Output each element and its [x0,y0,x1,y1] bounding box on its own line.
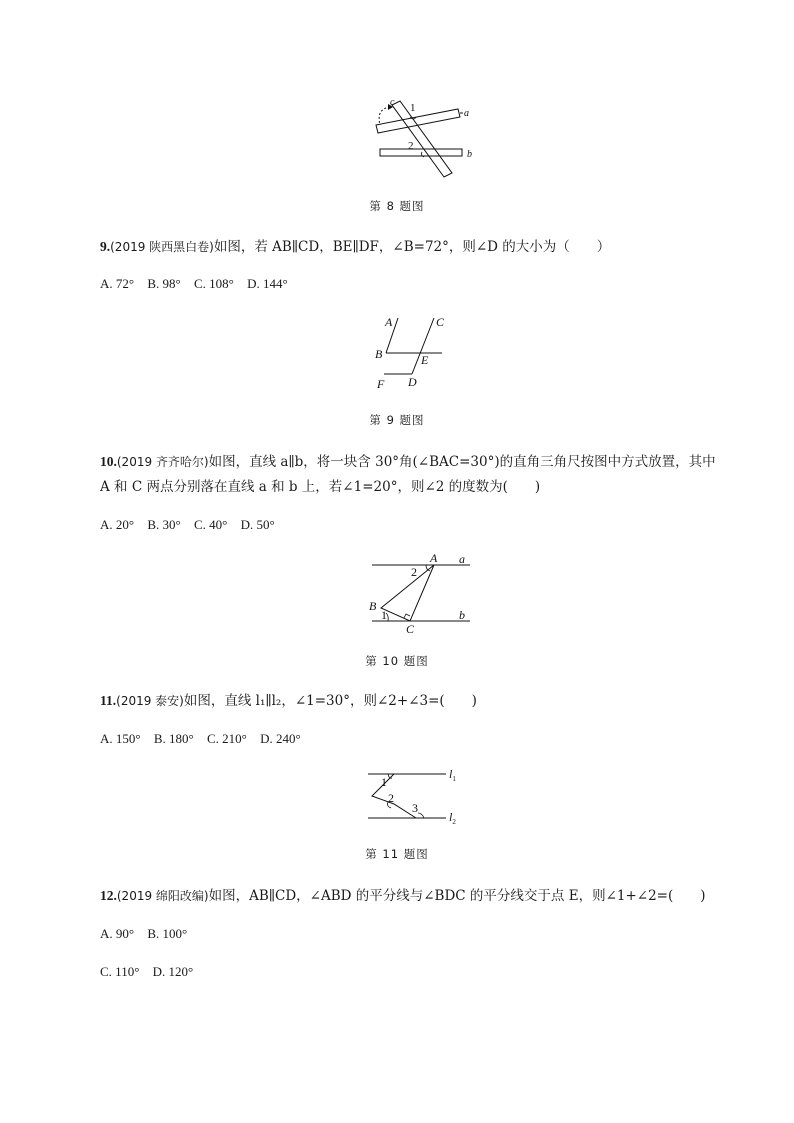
label-angle-3: 3 [412,801,418,815]
question-9-text: 如图，若 AB∥CD，BE∥DF，∠B=72°，则∠D 的大小为（ ） [213,239,611,255]
figure-10-diagram [366,552,476,637]
label-B: B [369,599,377,613]
question-11-option-c[interactable]: C. 210° [206,731,247,746]
label-angle-2: 2 [388,791,394,805]
label-F: F [377,377,385,391]
question-11 [100,688,720,714]
question-10-option-a[interactable]: A. 20° [100,517,135,532]
figure-10 [366,552,476,637]
question-11-options [100,731,311,747]
label-C: C [436,315,445,329]
question-9-option-b[interactable]: B. 98° [147,276,181,291]
question-10-number: 10. [100,454,117,469]
question-10-source: (2019 齐齐哈尔) [116,455,209,469]
question-11-text: 如图，直线 l₁∥l₂，∠1=30°，则∠2+∠3=( ) [183,693,477,709]
label-D: D [408,375,417,389]
caption-figure-9: 第 9 题图 [369,413,425,427]
question-10 [100,449,725,500]
question-11-option-d[interactable]: D. 240° [260,731,301,746]
label-a: a [459,552,465,566]
label-b: b [467,149,472,160]
label-angle-1: 1 [410,102,416,114]
question-10-options [100,517,285,533]
question-12-option-a[interactable]: A. 90° [100,926,135,941]
question-12 [100,883,730,909]
label-angle-2: 2 [408,140,414,152]
label-a: a [464,108,469,119]
figure-9 [372,312,452,392]
question-9-number: 9. [100,239,111,254]
question-12-option-d[interactable]: D. 120° [152,964,194,979]
label-A: A [385,315,393,329]
question-11-source: (2019 泰安) [116,694,184,708]
figure-8-diagram [370,95,480,180]
question-12-text: 如图，AB∥CD，∠ABD 的平分线与∠BDC 的平分线交于点 E，则∠1+∠2=( ) [208,888,706,904]
label-angle-1: 1 [381,775,387,789]
label-c: c [390,97,395,108]
ruler-a [376,109,460,133]
question-9-option-d[interactable]: D. 144° [247,276,288,291]
label-l2: $l_2$ [449,810,456,826]
ruler-b [380,149,462,156]
question-11-number: 11. [100,693,117,708]
question-12-number: 12. [100,888,117,903]
question-10-option-c[interactable]: C. 40° [193,517,228,532]
label-C: C [406,622,415,636]
question-10-option-b[interactable]: B. 30° [147,517,181,532]
figure-9-diagram [372,312,452,392]
question-9 [100,234,720,260]
label-B: B [375,347,383,361]
question-10-text: 如图，直线 a∥b，将一块含 30°角(∠BAC=30°)的直角三角尺按图中方式放置，其中 A 和 C 两点分别落在直线 a 和 b 上，若∠1=20°，则∠2 的度数为( ) [100,454,716,495]
caption-figure-10: 第 10 题图 [365,654,429,668]
label-angle-2: 2 [411,565,417,579]
question-10-option-d[interactable]: D. 50° [240,517,275,532]
question-9-option-c[interactable]: C. 108° [193,276,234,291]
label-A: A [430,551,438,565]
question-12-options-row-2 [100,964,203,980]
question-9-options [100,276,298,292]
question-12-option-b[interactable]: B. 100° [147,926,188,941]
label-b: b [459,608,465,622]
label-angle-1: 1 [381,608,387,622]
label-l1: $l_1$ [449,767,456,783]
zigzag-path [372,774,416,818]
question-12-option-c[interactable]: C. 110° [100,964,140,979]
caption-figure-8: 第 8 题图 [369,199,425,213]
triangle-abc [381,565,434,621]
question-11-option-a[interactable]: A. 150° [100,731,141,746]
question-12-options-row-1 [100,926,197,942]
question-9-source: (2019 陕西黑白卷) [110,240,214,254]
figure-11 [364,764,474,830]
figure-8 [370,95,480,180]
caption-figure-11: 第 11 题图 [365,847,429,861]
question-12-source: (2019 绵阳改编) [116,889,209,903]
question-9-option-a[interactable]: A. 72° [100,276,135,291]
question-11-option-b[interactable]: B. 180° [153,731,194,746]
figure-11-diagram [364,764,474,830]
label-E: E [421,353,429,367]
